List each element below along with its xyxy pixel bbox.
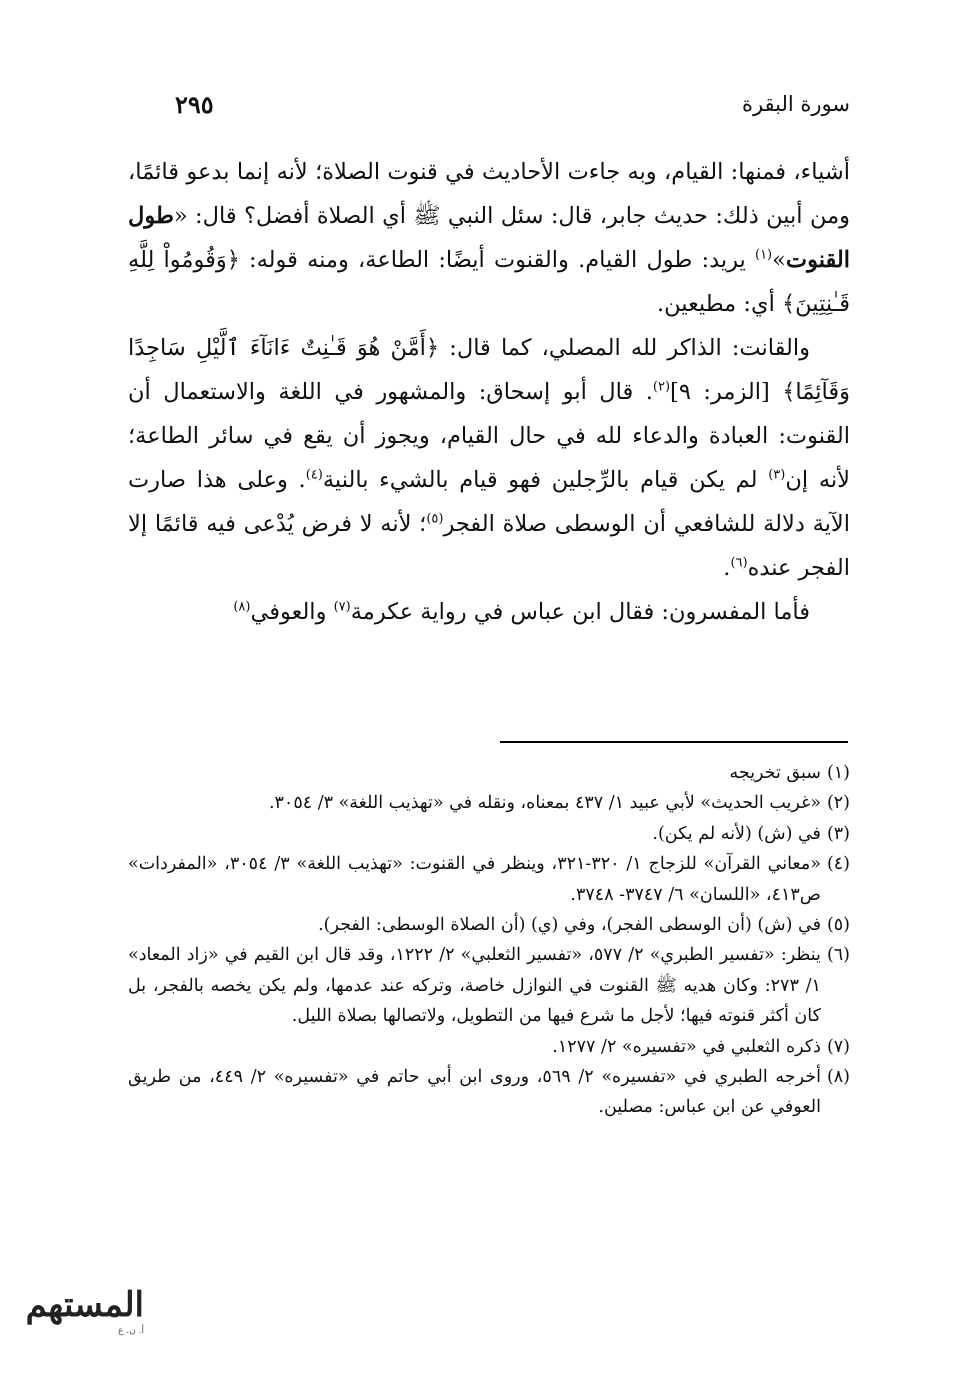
hadith-phrase: طول القنوت (128, 203, 850, 273)
publisher-stamp-logo (14, 1285, 144, 1368)
footnote-4: (٤) «معاني القرآن» للزجاج ١/ ٣٢٠-٣٢١، وينظر في القنوت: «تهذيب اللغة» ٣/ ٣٠٥٤، «المفردات» ص٤١٣، «اللسان» ٦/ ٣٧٤٧- ٣٧٤٨. (128, 854, 850, 905)
footnote-8: (٨) أخرجه الطبري في «تفسيره» ٢/ ٥٦٩، وروى ابن أبي حاتم في «تفسيره» ٢/ ٤٤٩، من طريق العوفي عن ابن عباس: مصلين. (128, 1067, 850, 1118)
footnote-ref-8[interactable]: (٨) (233, 599, 251, 615)
running-header (175, 84, 850, 124)
footnote-ref-7[interactable]: (٧) (333, 599, 351, 615)
stamp-logo-text: المستهم (25, 1285, 144, 1325)
paragraph-2: والقانت: الذاكر لله المصلي، كما قال: ﴿أَمَّنْ هُوَ قَـٰنِتٌ ءَانَآءَ ٱلَّيْلِ سَاجِدًا وَقَآئِمًا﴾ [الزمر: ٩]$^{(٢)}$. قال أبو إسحاق: والمشهور في اللغة والاستعمال أن القنوت: العبادة والدعاء لله في حال القيام، ويجوز أن يقع في سائر الطاعة؛ لأنه إن$^{(٣)}$ لم يكن قيام بالرِّجلين فهو قيام بالشيء بالنية$^{(٤)}$. وعلى هذا صارت الآية دلالة للشافعي أن الوسطى صلاة الفجر$^{(٥)}$؛ لأنه لا فرض يُدْعى فيه قائمًا إلا الفجر عنده$^{(٦)}$. (128, 335, 851, 581)
footnote-ref-3[interactable]: (٣) (768, 467, 786, 483)
stamp-caption: أ. ن. ع (118, 1326, 144, 1336)
footnote-ref-1[interactable]: (١) (754, 247, 773, 263)
footnote-ref-2[interactable]: (٢) (652, 379, 671, 395)
surah-title: سورة البقرة (741, 92, 850, 116)
footnotes (128, 758, 850, 1123)
footnote-separator (500, 741, 848, 743)
paragraph-3: فأما المفسرون: فقال ابن عباس في رواية عكرمة$^{(٧)}$ والعوفي$^{(٨)}$ (233, 599, 810, 625)
page-number: ٢٩٥ (175, 89, 214, 119)
footnote-5: (٥) في (ش) (أن الوسطى الفجر)، وفي (ي) (أن الصلاة الوسطى: الفجر). (318, 915, 850, 936)
footnote-3: (٣) في (ش) (لأنه لم يكن). (652, 823, 850, 844)
footnote-ref-5[interactable]: (٥) (426, 511, 444, 527)
footnote-ref-4[interactable]: (٤) (305, 467, 323, 483)
main-text (128, 150, 850, 634)
footnote-2: (٢) «غريب الحديث» لأبي عبيد ١/ ٤٣٧ بمعناه، ونقله في «تهذيب اللغة» ٣/ ٣٠٥٤. (268, 793, 850, 814)
footnote-1: (١) سبق تخريجه (729, 763, 850, 783)
footnote-7: (٧) ذكره الثعلبي في «تفسيره» ٢/ ١٢٧٧. (552, 1036, 850, 1057)
paragraph-1: أشياء، فمنها: القيام، وبه جاءت الأحاديث في قنوت الصلاة؛ لأنه إنما بدعو قائمًا، ومن أبين ذلك: حديث جابر، قال: سئل النبي ﷺ أي الصلاة أفضل؟ قال: «طول القنوت»$^{(١)}$ يريد: طول القيام. والقنوت أيضًا: الطاعة، ومنه قوله: ﴿وَقُومُواْ لِلَّهِ قَـٰنِتِينَ﴾ أي: مطيعين. (128, 159, 850, 317)
footnote-6: (٦) ينظر: «تفسير الطبري» ٢/ ٥٧٧، «تفسير الثعلبي» ٢/ ١٢٢٢، وقد قال ابن القيم في «زاد المعاد» ١/ ٢٧٣: وكان هديه ﷺ القنوت في النوازل خاصة، وتركه عند عدمها، ولم يكن يخصه بالفجر، بل كان أكثر قنوته فيها؛ لأجل ما شرع فيها من التطويل، ولاتصالها بصلاة الليل. (128, 945, 850, 1027)
footnote-ref-6[interactable]: (٦) (730, 555, 748, 571)
